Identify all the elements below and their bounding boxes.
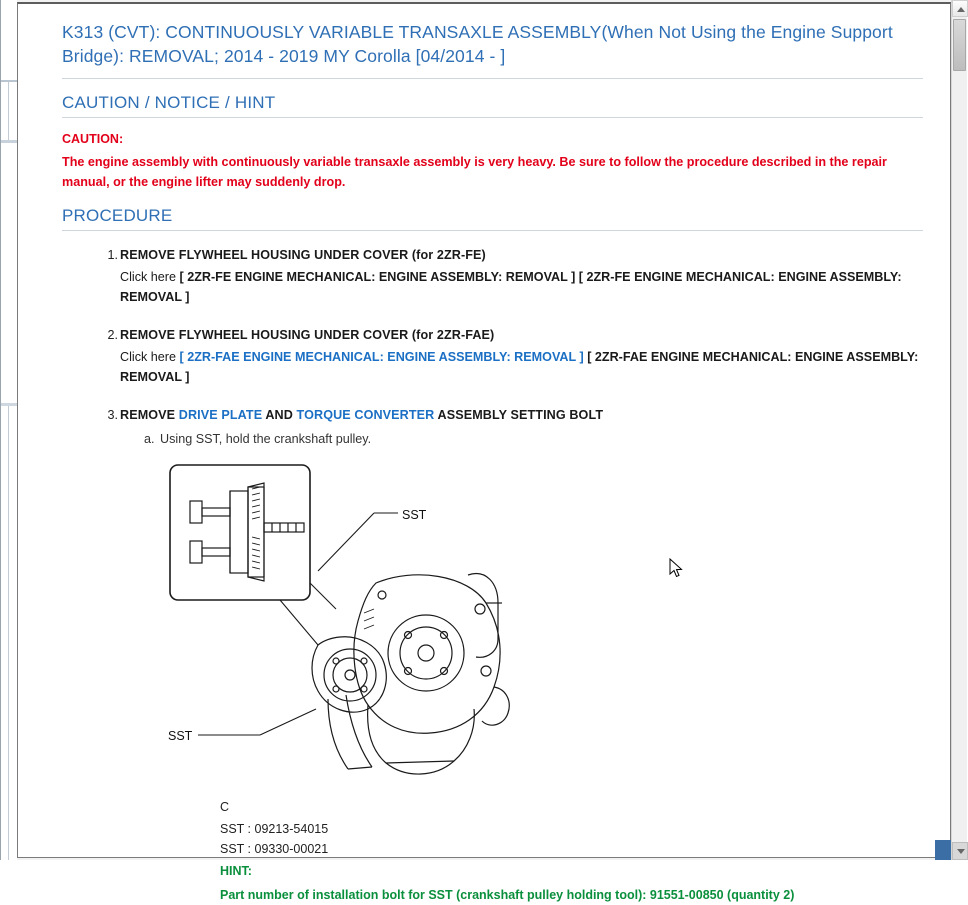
callout-label-sst-top: SST (402, 508, 427, 522)
window-edge-line (0, 0, 1, 860)
step-detail (120, 267, 923, 307)
window-edge-line (8, 82, 9, 140)
reference-link-1[interactable]: [ 2ZR-FAE ENGINE MECHANICAL: ENGINE ASSEMBLY: REMOVAL ] (179, 350, 584, 364)
procedure-divider (62, 230, 923, 231)
step-heading (120, 408, 603, 422)
list-item (104, 245, 923, 307)
hint-text: Part number of installation bolt for SST (crankshaft pulley holding tool): 91551-00850 (quantity 2) (220, 888, 795, 902)
substep-text: Using SST, hold the crankshaft pulley. (160, 432, 372, 446)
step-number: 2. (107, 328, 118, 342)
sst-part-1: SST : 09213-54015 (220, 822, 329, 836)
scrollbar-thumb[interactable] (953, 19, 966, 71)
section-heading-procedure: PROCEDURE (62, 206, 173, 225)
engine-diagram-svg (168, 463, 588, 793)
vertical-scrollbar[interactable] (951, 0, 967, 860)
scroll-down-arrow-icon[interactable] (952, 842, 968, 860)
caution-label: CAUTION: (62, 132, 124, 146)
step-number: 3. (107, 408, 118, 422)
step-heading-part3: ASSEMBLY SETTING BOLT (434, 408, 604, 422)
click-here-label: Click here (120, 270, 176, 284)
substep-letter: a. (144, 432, 155, 446)
reference-link-2[interactable]: [ 2ZR-FAE ENGINE MECHANICAL: ENGINE ASSEMBLY: REMOVAL ] (120, 350, 919, 384)
title-divider (62, 78, 923, 79)
step-heading: REMOVE FLYWHEEL HOUSING UNDER COVER (for 2ZR-FAE) (120, 328, 495, 342)
sst-part-2: SST : 09330-00021 (220, 842, 329, 856)
figure-letter: C (220, 800, 230, 814)
procedure-step-list (62, 245, 923, 905)
list-item (146, 429, 923, 449)
list-item (104, 325, 923, 387)
callout-label-sst-left: SST (168, 729, 193, 743)
torque-converter-link[interactable]: TORQUE CONVERTER (296, 408, 435, 422)
document-panel (17, 2, 951, 902)
step-heading: REMOVE FLYWHEEL HOUSING UNDER COVER (for 2ZR-FE) (120, 248, 486, 262)
page-title: K313 (CVT): CONTINUOUSLY VARIABLE TRANSAXLE ASSEMBLY(When Not Using the Engine Support Bridge): REMOVAL; 2014 - 2019 MY Corolla [04/2014 - ] (62, 22, 893, 66)
reference-link-1[interactable]: [ 2ZR-FE ENGINE MECHANICAL: ENGINE ASSEMBLY: REMOVAL ] (179, 270, 576, 284)
figure-caption (220, 797, 923, 859)
step-heading-part2: AND (262, 408, 297, 422)
reference-link-2[interactable]: [ 2ZR-FE ENGINE MECHANICAL: ENGINE ASSEMBLY: REMOVAL ] (120, 270, 902, 304)
list-item (104, 405, 923, 905)
scroll-up-arrow-icon[interactable] (952, 0, 968, 17)
drive-plate-link[interactable]: DRIVE PLATE (178, 408, 263, 422)
document-content (18, 4, 951, 902)
substep-list (120, 429, 923, 449)
caution-text: The engine assembly with continuously variable transaxle assembly is very heavy. Be sure to follow the procedure described in the repair manual, or the engine lifter may suddenly drop. (62, 155, 887, 189)
click-here-label: Click here (120, 350, 176, 364)
step-heading-part1: REMOVE (120, 408, 179, 422)
step-number: 1. (107, 248, 118, 262)
window-edge-line (8, 406, 9, 860)
window-corner-block (935, 840, 951, 860)
section-heading-caution: CAUTION / NOTICE / HINT (62, 93, 276, 112)
step-detail (120, 347, 923, 387)
technical-illustration (168, 463, 588, 793)
hint-label: HINT: (220, 864, 252, 878)
caution-divider (62, 117, 923, 118)
